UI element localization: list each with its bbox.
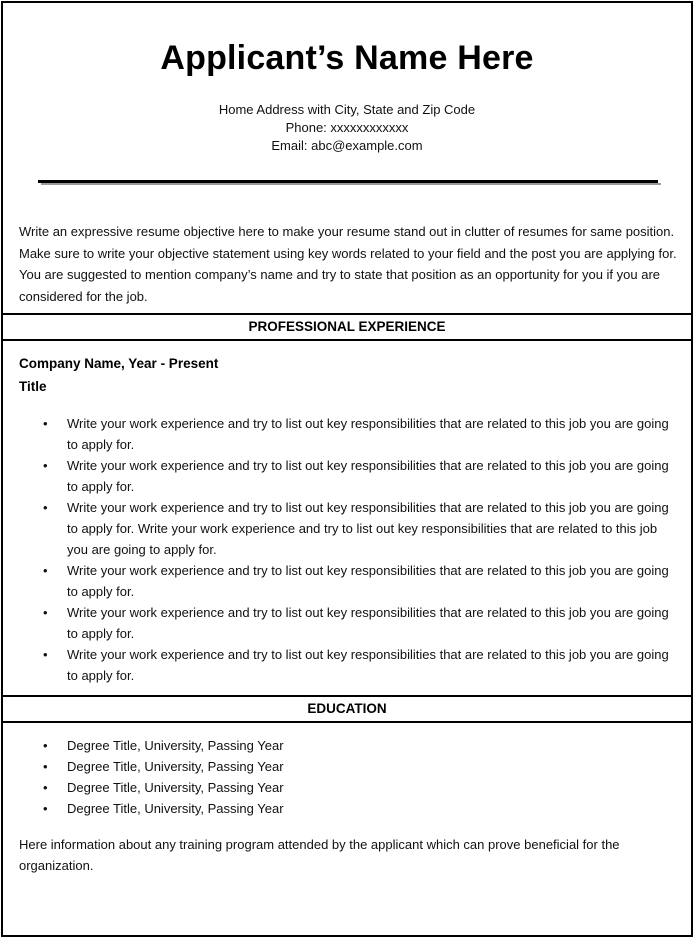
bullet-icon: •: [43, 563, 48, 578]
contact-block: [3, 101, 691, 155]
objective-paragraph: Write an expressive resume objective here to make your resume stand out in clutter of resumes for same position. Make sure to write your objective statement using key words related to your field and the post you are applying for. You are suggested to mention company’s name and try to state that position as an opportunity for you if you are considered for the job.: [19, 224, 677, 304]
company-line: Company Name, Year - Present: [19, 356, 219, 371]
list-item: • Write your work experience and try to list out key responsibilities that are related to this job you are going to apply for.: [3, 413, 673, 455]
bullet-icon: •: [43, 780, 48, 795]
education-list: [3, 735, 673, 819]
applicant-name: Applicant’s Name Here: [160, 39, 534, 77]
list-item: • Degree Title, University, Passing Year: [3, 777, 673, 798]
home-address: Home Address with City, State and Zip Code: [218, 102, 476, 117]
bullet-icon: •: [43, 416, 48, 431]
bullet-icon: •: [43, 647, 48, 662]
bullet-icon: •: [43, 801, 48, 816]
list-item: • Degree Title, University, Passing Year: [3, 735, 673, 756]
phone-number: Phone: xxxxxxxxxxxx: [285, 120, 409, 135]
list-item: • Write your work experience and try to list out key responsibilities that are related to this job you are going to apply for.: [3, 455, 673, 497]
list-item: • Degree Title, University, Passing Year: [3, 756, 673, 777]
bullet-icon: •: [43, 605, 48, 620]
header-divider-shadow: [41, 183, 661, 185]
list-item: • Write your work experience and try to list out key responsibilities that are related to this job you are going to apply for.: [3, 644, 673, 686]
section-heading-experience: PROFESSIONAL EXPERIENCE: [3, 313, 691, 341]
resume-page: [1, 1, 693, 937]
list-item: • Write your work experience and try to list out key responsibilities that are related to this job you are going to apply for.: [3, 560, 673, 602]
training-paragraph: Here information about any training program attended by the applicant which can prove beneficial for the organization.: [19, 837, 620, 873]
job-title: Title: [19, 379, 47, 394]
experience-list: [3, 413, 673, 686]
email-address: Email: abc@example.com: [271, 138, 423, 153]
list-item: • Write your work experience and try to list out key responsibilities that are related to this job you are going to apply for.: [3, 602, 673, 644]
bullet-icon: •: [43, 759, 48, 774]
bullet-icon: •: [43, 458, 48, 473]
list-item: • Degree Title, University, Passing Year: [3, 798, 673, 819]
list-item: • Write your work experience and try to list out key responsibilities that are related to this job you are going to apply for. Write your work experience and try to list out key responsibilities that are related to this job you are going to apply for.: [3, 497, 673, 560]
section-heading-education: EDUCATION: [3, 695, 691, 723]
bullet-icon: •: [43, 738, 48, 753]
bullet-icon: •: [43, 500, 48, 515]
